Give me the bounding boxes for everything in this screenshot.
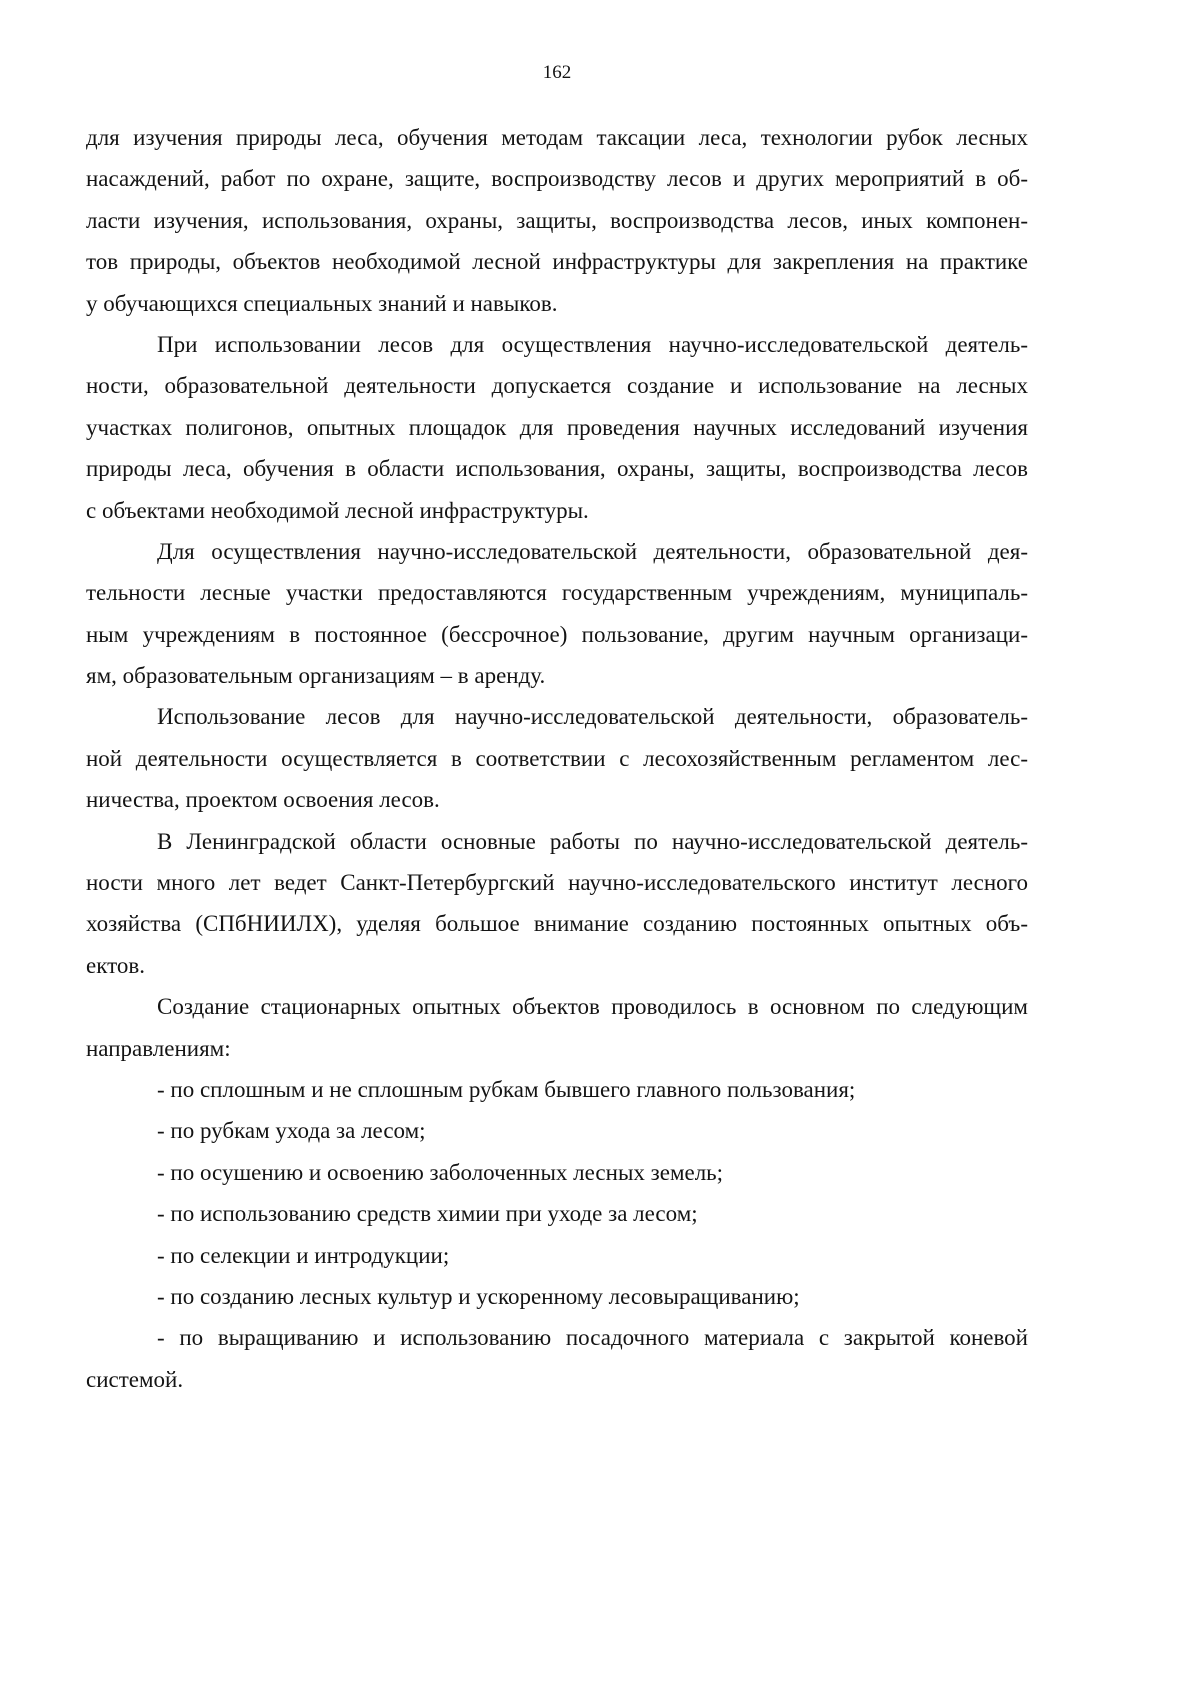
list-item-line: - по выращиванию и использованию посадочного материала с закрытой коневой <box>157 1325 1028 1351</box>
paragraph-line: ным учреждениям в постоянное (бессрочное) пользование, другим научным организаци- <box>86 621 1028 647</box>
paragraph-line: Для осуществления научно-исследовательской деятельности, образовательной дея- <box>157 538 1028 564</box>
paragraph-line: тельности лесные участки предоставляются государственным учреждениям, муниципаль- <box>86 580 1028 606</box>
paragraph <box>86 986 1028 1069</box>
paragraph-line: Использование лесов для научно-исследовательской деятельности, образователь- <box>157 704 1028 730</box>
paragraph-line: При использовании лесов для осуществления научно-исследовательской деятель- <box>157 331 1028 357</box>
paragraph-line: ности много лет ведет Санкт-Петербургский научно-исследовательского институт лесного <box>86 870 1028 896</box>
paragraph-line: Создание стационарных опытных объектов проводилось в основном по следующим <box>157 994 1028 1020</box>
paragraph-line: ной деятельности осуществляется в соответствии с лесохозяйственным регламентом лес- <box>86 745 1028 771</box>
paragraph <box>86 117 1028 324</box>
paragraph-line: для изучения природы леса, обучения методам таксации леса, технологии рубок лесных <box>86 125 1028 150</box>
paragraph-line: насаждений, работ по охране, защите, воспроизводству лесов и других мероприятий в об- <box>86 166 1028 192</box>
paragraph-line: тов природы, объектов необходимой лесной инфраструктуры для закрепления на практике <box>86 249 1028 275</box>
list-item-line: системой. <box>86 1366 184 1392</box>
paragraph-line: ектов. <box>86 952 145 978</box>
list-item: - по осушению и освоению заболоченных лесных земель; <box>157 1159 724 1185</box>
paragraph <box>86 531 1028 697</box>
paragraph-line: природы леса, обучения в области использования, охраны, защиты, воспроизводства лесов <box>86 456 1028 482</box>
direction-list <box>86 1069 1028 1400</box>
paragraph <box>86 696 1028 820</box>
paragraph-line: направлениям: <box>86 1035 231 1061</box>
paragraph <box>86 324 1028 531</box>
paragraph-line: ласти изучения, использования, охраны, защиты, воспроизводства лесов, иных компонен- <box>86 207 1028 233</box>
paragraph-line: ничества, проектом освоения лесов. <box>86 787 440 813</box>
paragraph-line: ям, образовательным организациям – в аренду. <box>86 663 546 689</box>
paragraph-line: у обучающихся специальных знаний и навыков. <box>86 290 558 316</box>
paragraph <box>86 821 1028 987</box>
paragraph-line: ности, образовательной деятельности допускается создание и использование на лесных <box>86 373 1028 399</box>
paragraph-line: хозяйства (СПбНИИЛХ), уделяя большое внимание созданию постоянных опытных объ- <box>86 911 1028 937</box>
list-item: - по сплошным и не сплошным рубкам бывшего главного пользования; <box>157 1076 856 1102</box>
list-item: - по селекции и интродукции; <box>157 1242 450 1268</box>
page-body <box>86 117 1028 1400</box>
paragraph-line: В Ленинградской области основные работы по научно-исследовательской деятель- <box>157 828 1028 854</box>
list-item: - по использованию средств химии при уходе за лесом; <box>157 1201 698 1227</box>
page-number: 162 <box>542 62 572 83</box>
paragraph-line: с объектами необходимой лесной инфраструктуры. <box>86 497 589 523</box>
list-item: - по рубкам ухода за лесом; <box>157 1118 426 1144</box>
list-item <box>86 1317 1028 1400</box>
paragraph-line: участках полигонов, опытных площадок для проведения научных исследований изучения <box>86 414 1028 440</box>
list-item: - по созданию лесных культур и ускоренному лесовыращиванию; <box>157 1283 800 1309</box>
